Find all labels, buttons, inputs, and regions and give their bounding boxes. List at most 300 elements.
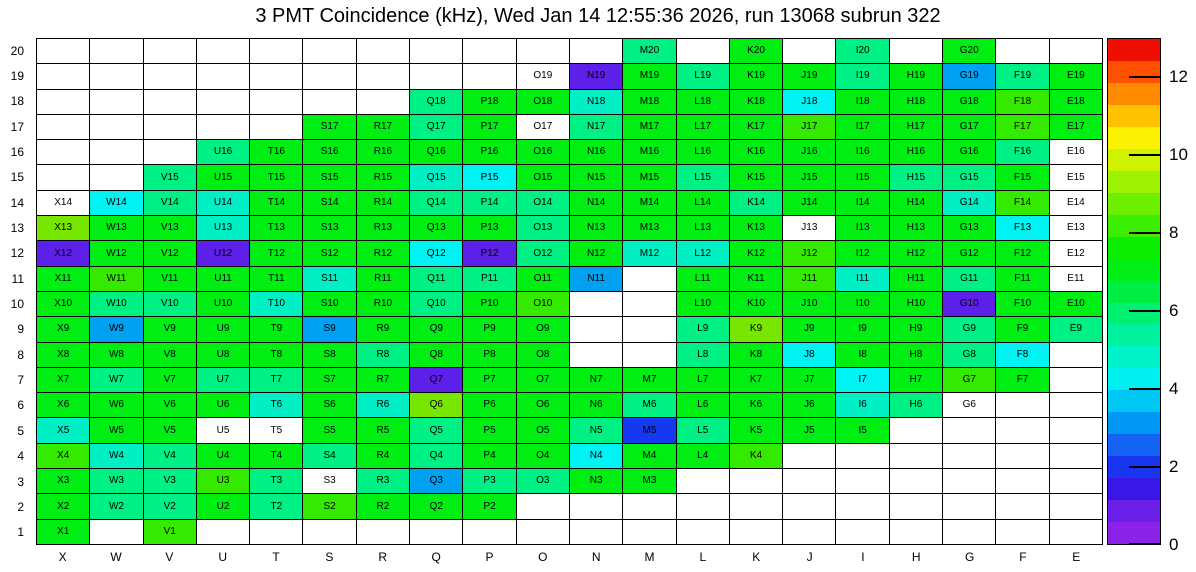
- empty-cell: [570, 292, 622, 316]
- cell-M14: M14: [623, 191, 675, 215]
- cell-R12: R12: [357, 241, 409, 265]
- cell-U15: U15: [197, 165, 249, 189]
- x-axis-labels: [36, 547, 1103, 567]
- empty-cell: [623, 343, 675, 367]
- empty-cell: [943, 418, 995, 442]
- cell-G17: G17: [943, 115, 995, 139]
- cell-U2: U2: [197, 494, 249, 518]
- cell-J6: J6: [783, 393, 835, 417]
- cell-U9: U9: [197, 317, 249, 341]
- cell-O12: O12: [517, 241, 569, 265]
- empty-cell: [250, 90, 302, 114]
- cell-T3: T3: [250, 469, 302, 493]
- cell-P7: P7: [463, 368, 515, 392]
- cell-G20: G20: [943, 39, 995, 63]
- cell-N19: N19: [570, 64, 622, 88]
- empty-cell: [303, 90, 355, 114]
- y-axis-labels: [0, 38, 31, 545]
- cell-S12: S12: [303, 241, 355, 265]
- cell-O4: O4: [517, 444, 569, 468]
- empty-cell: [1050, 494, 1102, 518]
- cell-L8: L8: [677, 343, 729, 367]
- colorbar-tick-label-6: 6: [1169, 301, 1179, 320]
- cell-F10: F10: [996, 292, 1048, 316]
- cell-G8: G8: [943, 343, 995, 367]
- cell-J18: J18: [783, 90, 835, 114]
- cell-T7: T7: [250, 368, 302, 392]
- empty-cell: [197, 39, 249, 63]
- cell-Q3: Q3: [410, 469, 462, 493]
- cell-J15: J15: [783, 165, 835, 189]
- empty-cell: [90, 165, 142, 189]
- cell-O9: O9: [517, 317, 569, 341]
- cell-M18: M18: [623, 90, 675, 114]
- cell-F9: F9: [996, 317, 1048, 341]
- cell-W8: W8: [90, 343, 142, 367]
- cell-O15: O15: [517, 165, 569, 189]
- cell-T14: T14: [250, 191, 302, 215]
- cell-I8: I8: [836, 343, 888, 367]
- cell-Q11: Q11: [410, 267, 462, 291]
- empty-cell: [144, 115, 196, 139]
- cell-H12: H12: [890, 241, 942, 265]
- cell-N5: N5: [570, 418, 622, 442]
- cell-P8: P8: [463, 343, 515, 367]
- empty-cell: [357, 64, 409, 88]
- cell-H15: H15: [890, 165, 942, 189]
- cell-I16: I16: [836, 140, 888, 164]
- cell-V13: V13: [144, 216, 196, 240]
- empty-cell: [37, 39, 89, 63]
- colorbar-tick: [1129, 76, 1161, 78]
- cell-V1: V1: [144, 520, 196, 544]
- empty-cell: [90, 39, 142, 63]
- cell-F19: F19: [996, 64, 1048, 88]
- cell-L10: L10: [677, 292, 729, 316]
- x-axis-label-W: W: [110, 550, 122, 564]
- cell-L9: L9: [677, 317, 729, 341]
- cell-V11: V11: [144, 267, 196, 291]
- cell-J7: J7: [783, 368, 835, 392]
- cell-T13: T13: [250, 216, 302, 240]
- cell-F12: F12: [996, 241, 1048, 265]
- cell-F7: F7: [996, 368, 1048, 392]
- cell-G19: G19: [943, 64, 995, 88]
- empty-cell: [1050, 520, 1102, 544]
- empty-cell: [570, 520, 622, 544]
- x-axis-label-S: S: [325, 550, 334, 564]
- y-axis-label-20: 20: [10, 43, 24, 58]
- cell-W9: W9: [90, 317, 142, 341]
- x-axis-label-F: F: [1019, 550, 1027, 564]
- y-axis-label-11: 11: [11, 271, 24, 286]
- cell-G6: G6: [943, 393, 995, 417]
- cell-R17: R17: [357, 115, 409, 139]
- cell-H11: H11: [890, 267, 942, 291]
- cell-M15: M15: [623, 165, 675, 189]
- cell-P16: P16: [463, 140, 515, 164]
- cell-O14: O14: [517, 191, 569, 215]
- colorbar-tick-label-12: 12: [1169, 67, 1188, 86]
- cell-V3: V3: [144, 469, 196, 493]
- cell-H19: H19: [890, 64, 942, 88]
- empty-cell: [783, 444, 835, 468]
- colorbar-tick: [1129, 232, 1161, 234]
- colorbar-tick: [1129, 310, 1161, 312]
- y-axis-label-12: 12: [10, 246, 24, 261]
- cell-W4: W4: [90, 444, 142, 468]
- empty-cell: [144, 140, 196, 164]
- cell-W12: W12: [90, 241, 142, 265]
- cell-N15: N15: [570, 165, 622, 189]
- cell-L6: L6: [677, 393, 729, 417]
- cell-L19: L19: [677, 64, 729, 88]
- cell-O6: O6: [517, 393, 569, 417]
- cell-O11: O11: [517, 267, 569, 291]
- empty-cell: [943, 494, 995, 518]
- cell-R5: R5: [357, 418, 409, 442]
- cell-M20: M20: [623, 39, 675, 63]
- x-axis-label-R: R: [378, 550, 388, 564]
- cell-N14: N14: [570, 191, 622, 215]
- cell-G15: G15: [943, 165, 995, 189]
- cell-E12: E12: [1050, 241, 1102, 265]
- cell-O16: O16: [517, 140, 569, 164]
- cell-N3: N3: [570, 469, 622, 493]
- y-axis-label-4: 4: [17, 449, 24, 464]
- cell-P10: P10: [463, 292, 515, 316]
- cell-L12: L12: [677, 241, 729, 265]
- cell-O10: O10: [517, 292, 569, 316]
- cell-E16: E16: [1050, 140, 1102, 164]
- cell-N13: N13: [570, 216, 622, 240]
- cell-X4: X4: [37, 444, 89, 468]
- empty-cell: [836, 494, 888, 518]
- cell-X1: X1: [37, 520, 89, 544]
- cell-I11: I11: [836, 267, 888, 291]
- empty-cell: [836, 444, 888, 468]
- cell-V9: V9: [144, 317, 196, 341]
- empty-cell: [783, 469, 835, 493]
- empty-cell: [890, 418, 942, 442]
- cell-S14: S14: [303, 191, 355, 215]
- cell-I7: I7: [836, 368, 888, 392]
- empty-cell: [463, 39, 515, 63]
- empty-cell: [90, 90, 142, 114]
- empty-cell: [623, 494, 675, 518]
- empty-cell: [996, 39, 1048, 63]
- cell-M5: M5: [623, 418, 675, 442]
- cell-E11: E11: [1050, 267, 1102, 291]
- cell-Q14: Q14: [410, 191, 462, 215]
- cell-I19: I19: [836, 64, 888, 88]
- cell-K19: K19: [730, 64, 782, 88]
- empty-cell: [730, 520, 782, 544]
- cell-O7: O7: [517, 368, 569, 392]
- cell-O5: O5: [517, 418, 569, 442]
- empty-cell: [463, 520, 515, 544]
- cell-U12: U12: [197, 241, 249, 265]
- cell-H6: H6: [890, 393, 942, 417]
- cell-F8: F8: [996, 343, 1048, 367]
- empty-cell: [836, 469, 888, 493]
- cell-R9: R9: [357, 317, 409, 341]
- colorbar-tick-label-8: 8: [1169, 223, 1179, 242]
- cell-J16: J16: [783, 140, 835, 164]
- cell-E18: E18: [1050, 90, 1102, 114]
- cell-N6: N6: [570, 393, 622, 417]
- empty-cell: [90, 64, 142, 88]
- cell-K15: K15: [730, 165, 782, 189]
- cell-F18: F18: [996, 90, 1048, 114]
- cell-W2: W2: [90, 494, 142, 518]
- cell-R10: R10: [357, 292, 409, 316]
- cell-P13: P13: [463, 216, 515, 240]
- cell-S15: S15: [303, 165, 355, 189]
- y-axis-label-8: 8: [17, 347, 24, 362]
- cell-V12: V12: [144, 241, 196, 265]
- cell-G18: G18: [943, 90, 995, 114]
- cell-I20: I20: [836, 39, 888, 63]
- empty-cell: [517, 39, 569, 63]
- empty-cell: [783, 39, 835, 63]
- cell-Q9: Q9: [410, 317, 462, 341]
- cell-H16: H16: [890, 140, 942, 164]
- empty-cell: [677, 39, 729, 63]
- empty-cell: [250, 520, 302, 544]
- cell-K13: K13: [730, 216, 782, 240]
- empty-cell: [250, 39, 302, 63]
- cell-T8: T8: [250, 343, 302, 367]
- cell-U14: U14: [197, 191, 249, 215]
- x-axis-label-H: H: [911, 550, 921, 564]
- cell-N12: N12: [570, 241, 622, 265]
- cell-K14: K14: [730, 191, 782, 215]
- empty-cell: [197, 115, 249, 139]
- cell-P18: P18: [463, 90, 515, 114]
- cell-R16: R16: [357, 140, 409, 164]
- empty-cell: [570, 494, 622, 518]
- plot-title: 3 PMT Coincidence (kHz), Wed Jan 14 12:55:36 2026, run 13068 subrun 322: [255, 5, 941, 27]
- cell-X5: X5: [37, 418, 89, 442]
- cell-U6: U6: [197, 393, 249, 417]
- cell-W6: W6: [90, 393, 142, 417]
- cell-P17: P17: [463, 115, 515, 139]
- cell-H9: H9: [890, 317, 942, 341]
- cell-Q12: Q12: [410, 241, 462, 265]
- x-axis-label-J: J: [806, 550, 813, 564]
- cell-T5: T5: [250, 418, 302, 442]
- cell-X13: X13: [37, 216, 89, 240]
- cell-M16: M16: [623, 140, 675, 164]
- cell-R3: R3: [357, 469, 409, 493]
- cell-M19: M19: [623, 64, 675, 88]
- x-axis-label-E: E: [1072, 550, 1081, 564]
- cell-T15: T15: [250, 165, 302, 189]
- cell-G7: G7: [943, 368, 995, 392]
- empty-cell: [90, 140, 142, 164]
- cell-E14: E14: [1050, 191, 1102, 215]
- cell-I5: I5: [836, 418, 888, 442]
- empty-cell: [357, 39, 409, 63]
- cell-K18: K18: [730, 90, 782, 114]
- cell-M6: M6: [623, 393, 675, 417]
- empty-cell: [37, 165, 89, 189]
- colorbar-tick: [1129, 154, 1161, 156]
- empty-cell: [357, 520, 409, 544]
- cell-F15: F15: [996, 165, 1048, 189]
- cell-M7: M7: [623, 368, 675, 392]
- cell-J10: J10: [783, 292, 835, 316]
- empty-cell: [90, 115, 142, 139]
- y-axis-label-2: 2: [17, 499, 24, 514]
- cell-J19: J19: [783, 64, 835, 88]
- cell-U16: U16: [197, 140, 249, 164]
- x-axis-label-L: L: [699, 550, 707, 564]
- cell-N18: N18: [570, 90, 622, 114]
- x-axis-label-P: P: [485, 550, 494, 564]
- y-axis-label-16: 16: [10, 145, 24, 160]
- cell-V15: V15: [144, 165, 196, 189]
- cell-V8: V8: [144, 343, 196, 367]
- cell-Q17: Q17: [410, 115, 462, 139]
- cell-I14: I14: [836, 191, 888, 215]
- cell-X2: X2: [37, 494, 89, 518]
- empty-cell: [890, 469, 942, 493]
- cell-L5: L5: [677, 418, 729, 442]
- cell-T12: T12: [250, 241, 302, 265]
- empty-cell: [677, 469, 729, 493]
- cell-K6: K6: [730, 393, 782, 417]
- cell-S5: S5: [303, 418, 355, 442]
- y-axis-label-18: 18: [10, 94, 24, 109]
- empty-cell: [570, 317, 622, 341]
- cell-K8: K8: [730, 343, 782, 367]
- cell-P11: P11: [463, 267, 515, 291]
- cell-Q13: Q13: [410, 216, 462, 240]
- cell-K7: K7: [730, 368, 782, 392]
- cell-V2: V2: [144, 494, 196, 518]
- empty-cell: [303, 64, 355, 88]
- empty-cell: [410, 39, 462, 63]
- cell-V7: V7: [144, 368, 196, 392]
- cell-X12: X12: [37, 241, 89, 265]
- cell-V4: V4: [144, 444, 196, 468]
- cell-R14: R14: [357, 191, 409, 215]
- empty-cell: [836, 520, 888, 544]
- empty-cell: [197, 90, 249, 114]
- colorbar-tick-label-0: 0: [1169, 535, 1179, 554]
- cell-P14: P14: [463, 191, 515, 215]
- empty-cell: [303, 520, 355, 544]
- colorbar-ticks: [1107, 38, 1196, 554]
- cell-J14: J14: [783, 191, 835, 215]
- cell-S6: S6: [303, 393, 355, 417]
- cell-I15: I15: [836, 165, 888, 189]
- cell-R15: R15: [357, 165, 409, 189]
- colorbar-tick-label-2: 2: [1169, 457, 1179, 476]
- colorbar-tick: [1129, 388, 1161, 390]
- cell-J17: J17: [783, 115, 835, 139]
- cell-P6: P6: [463, 393, 515, 417]
- cell-H10: H10: [890, 292, 942, 316]
- cell-O18: O18: [517, 90, 569, 114]
- empty-cell: [37, 90, 89, 114]
- y-axis-label-7: 7: [17, 373, 24, 388]
- empty-cell: [677, 494, 729, 518]
- empty-cell: [890, 444, 942, 468]
- y-axis-label-1: 1: [17, 525, 24, 540]
- empty-cell: [1050, 444, 1102, 468]
- x-axis-label-U: U: [218, 550, 228, 564]
- empty-cell: [943, 444, 995, 468]
- empty-cell: [1050, 393, 1102, 417]
- empty-cell: [37, 115, 89, 139]
- empty-cell: [996, 469, 1048, 493]
- cell-J8: J8: [783, 343, 835, 367]
- cell-M3: M3: [623, 469, 675, 493]
- empty-cell: [1050, 418, 1102, 442]
- cell-L11: L11: [677, 267, 729, 291]
- cell-E9: E9: [1050, 317, 1102, 341]
- cell-G13: G13: [943, 216, 995, 240]
- cell-J13: J13: [783, 216, 835, 240]
- empty-cell: [783, 494, 835, 518]
- cell-U3: U3: [197, 469, 249, 493]
- cell-W13: W13: [90, 216, 142, 240]
- cell-Q2: Q2: [410, 494, 462, 518]
- cell-L17: L17: [677, 115, 729, 139]
- cell-N11: N11: [570, 267, 622, 291]
- empty-cell: [357, 90, 409, 114]
- x-axis-label-Q: Q: [431, 550, 441, 564]
- empty-cell: [144, 39, 196, 63]
- cell-S4: S4: [303, 444, 355, 468]
- empty-cell: [890, 494, 942, 518]
- cell-F16: F16: [996, 140, 1048, 164]
- cell-U10: U10: [197, 292, 249, 316]
- y-axis-label-17: 17: [10, 119, 24, 134]
- cell-V6: V6: [144, 393, 196, 417]
- cell-O13: O13: [517, 216, 569, 240]
- cell-S7: S7: [303, 368, 355, 392]
- cell-H14: H14: [890, 191, 942, 215]
- cell-W14: W14: [90, 191, 142, 215]
- cell-S17: S17: [303, 115, 355, 139]
- cell-U8: U8: [197, 343, 249, 367]
- cell-K10: K10: [730, 292, 782, 316]
- cell-J5: J5: [783, 418, 835, 442]
- cell-X6: X6: [37, 393, 89, 417]
- cell-S3: S3: [303, 469, 355, 493]
- cell-R13: R13: [357, 216, 409, 240]
- cell-X14: X14: [37, 191, 89, 215]
- cell-R11: R11: [357, 267, 409, 291]
- empty-cell: [996, 444, 1048, 468]
- empty-cell: [730, 469, 782, 493]
- cell-H17: H17: [890, 115, 942, 139]
- cell-J11: J11: [783, 267, 835, 291]
- y-axis-label-14: 14: [10, 195, 24, 210]
- cell-H18: H18: [890, 90, 942, 114]
- cell-X3: X3: [37, 469, 89, 493]
- empty-cell: [197, 64, 249, 88]
- cell-G12: G12: [943, 241, 995, 265]
- x-axis-label-M: M: [644, 550, 655, 564]
- empty-cell: [1050, 39, 1102, 63]
- colorbar-tick: [1129, 466, 1161, 468]
- cell-M13: M13: [623, 216, 675, 240]
